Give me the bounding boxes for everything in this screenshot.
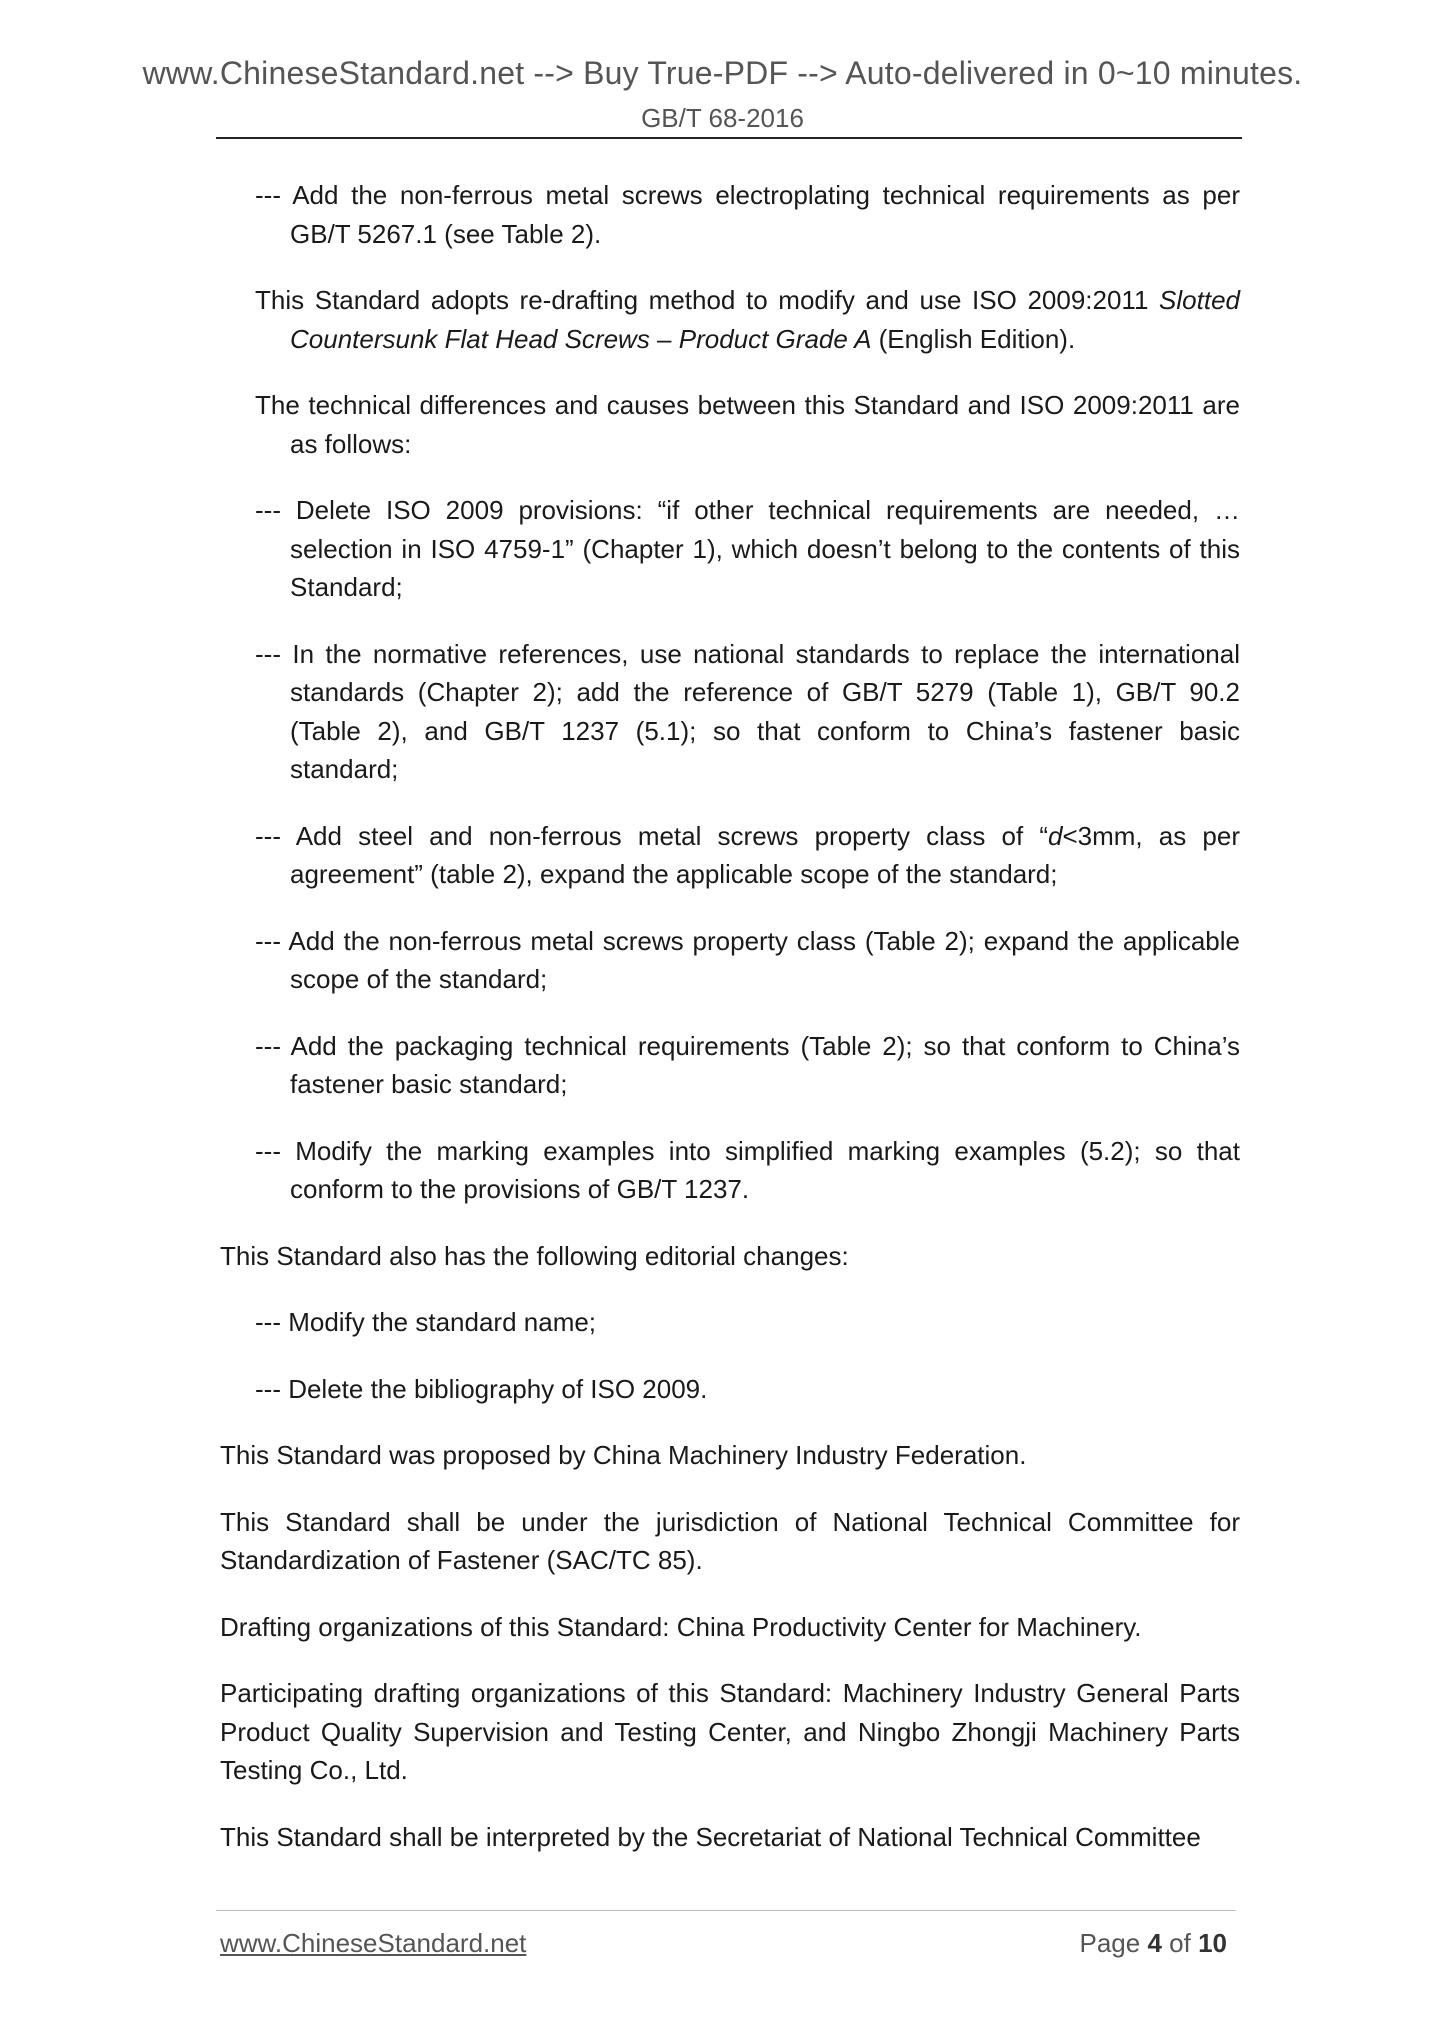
page-number bbox=[1079, 1928, 1227, 1959]
footer-divider bbox=[216, 1910, 1236, 1911]
document-body bbox=[220, 176, 1240, 1884]
list-item: --- Delete the bibliography of ISO 2009. bbox=[255, 1373, 708, 1404]
paragraph: This Standard was proposed by China Machinery Industry Federation. bbox=[220, 1440, 1027, 1470]
list-item: --- Modify the standard name; bbox=[255, 1307, 597, 1337]
page-label: Page bbox=[1079, 1928, 1141, 1958]
header-divider bbox=[216, 137, 1242, 139]
paragraph: This Standard also has the following editorial changes: bbox=[220, 1240, 849, 1271]
page-current: 4 bbox=[1147, 1928, 1162, 1958]
list-item: --- In the normative references, use national standards to replace the international standards (Chapter 2); add the reference of GB/T 5279 (Table 1), GB/T 90.2 (Table 2), and GB/T 1237 (5.1); so that conform to China’s fastener basic standard; bbox=[255, 638, 1240, 784]
paragraph: This Standard shall be interpreted by the Secretariat of National Technical Committee bbox=[220, 1821, 1201, 1852]
paragraph: Drafting organizations of this Standard: China Productivity Center for Machinery. bbox=[220, 1611, 1142, 1642]
list-item bbox=[220, 817, 1240, 894]
list-item: --- Add the non-ferrous metal screws property class (Table 2); expand the applicable scope of the standard; bbox=[255, 925, 1240, 994]
paragraph: This Standard shall be under the jurisdiction of National Technical Committee for Standardization of Fastener (SAC/TC 85). bbox=[220, 1506, 1240, 1575]
paragraph-text: <3mm, as per agreement” (table 2), expand the applicable scope of the standard; bbox=[290, 820, 1240, 889]
paragraph-text: (English Edition). bbox=[871, 323, 1076, 354]
header-banner: www.ChineseStandard.net --> Buy True-PDF --> Auto-delivered in 0~10 minutes. bbox=[142, 55, 1303, 91]
iso-title: Slotted Countersunk Flat Head Screws – Product Grade A bbox=[290, 285, 1240, 354]
document-code: GB/T 68-2016 bbox=[641, 103, 804, 133]
paragraph-text: This Standard adopts re-drafting method to modify and use ISO 2009:2011 bbox=[255, 285, 1160, 315]
variable-d: d bbox=[1048, 820, 1063, 851]
list-item: --- Add the packaging technical requirements (Table 2); so that conform to China’s fastener basic standard; bbox=[255, 1030, 1240, 1099]
list-item: --- Modify the marking examples into simplified marking examples (5.2); so that conform to the provisions of GB/T 1237. bbox=[255, 1135, 1240, 1204]
list-item: --- Delete ISO 2009 provisions: “if other technical requirements are needed, … selection in ISO 4759-1” (Chapter 1), which doesn’t belong to the contents of this Standard; bbox=[255, 495, 1240, 602]
footer-website-link[interactable]: www.ChineseStandard.net bbox=[220, 1928, 527, 1958]
paragraph: Participating drafting organizations of this Standard: Machinery Industry General Parts Product Quality Supervision and Testing Center, and Ningbo Zhongji Machinery Parts Testing Co., Ltd. bbox=[220, 1678, 1240, 1785]
paragraph bbox=[220, 281, 1240, 358]
paragraph: --- Add the non-ferrous metal screws electroplating technical requirements as per GB/T 5267.1 (see Table 2). bbox=[255, 180, 1240, 249]
paragraph-text: --- Add steel and non-ferrous metal screws property class of “ bbox=[255, 820, 1048, 851]
page-of: of bbox=[1169, 1928, 1191, 1958]
page-total: 10 bbox=[1198, 1928, 1227, 1958]
paragraph: The technical differences and causes between this Standard and ISO 2009:2011 are as follows: bbox=[255, 390, 1240, 459]
